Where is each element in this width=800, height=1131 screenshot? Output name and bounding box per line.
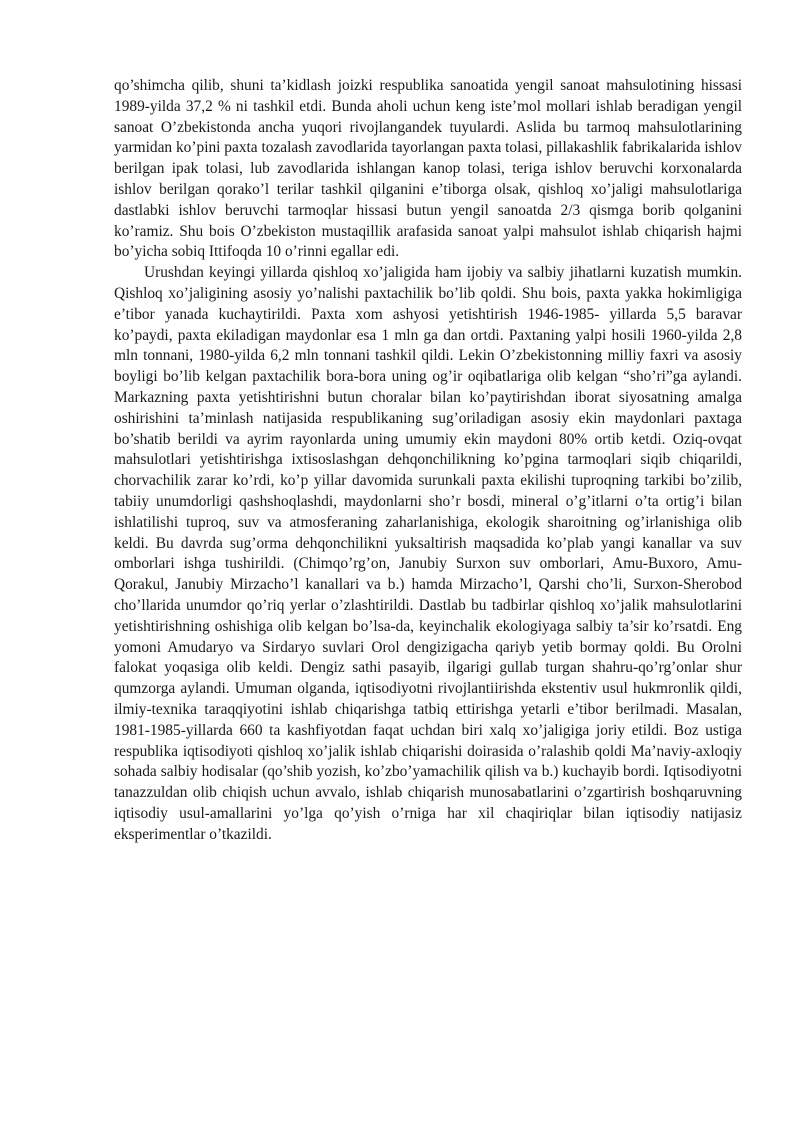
document-page (114, 76, 742, 845)
paragraph-postwar-agriculture: Urushdan keyingi yillarda qishloq xo’jaligida ham ijobiy va salbiy jihatlarni kuzatish mumkin. Qishloq xo’jaligining asosiy yo’nalishi paxtachilik bo’lib qoldi. Shu bois, paxta yakka hokimligiga e’tibor yanada kuchaytirildi. Paxta xom ashyosi yetishtirish 1946-1985- yillarda 5,5 baravar ko’paydi, paxta ekiladigan maydonlar esa 1 mln ga dan ortdi. Paxtaning yalpi hosili 1960-yilda 2,8 mln tonnani, 1980-yilda 6,2 mln tonnani tashkil qildi. Lekin O’zbekistonning milliy faxri va asosiy boyligi bo’lib kelgan paxtachilik bora-bora uning og’ir oqibatlariga olib kelgan “sho’ri”ga aylandi. Markazning paxta yetishtirishni butun choralar bilan ko’paytirishdan iborat siyosatning amalga oshirishini ta’minlash natijasida respublikaning sug’oriladigan asosiy ekin maydonlari paxtaga bo’shatib berildi va ayrim rayonlarda uning umumiy ekin maydoni 80% ortib ketdi. Oziq-ovqat mahsulotlari yetishtirishga ixtisoslashgan dehqonchilikning ko’pgina tarmoqlari siqib chiqarildi, chorvachilik zarar ko’rdi, ko’p yillar davomida surunkali paxta ekilishi tuproqning tarkibi bo’zilib, tabiiy unumdorligi qashshoqlashdi, maydonlarni sho’r bosdi, mineral o’g’itlarni o’ta ortig’i bilan ishlatilishi tuproq, suv va atmosferaning zaharlanishiga, ekologik sharoitning og’irlanishiga olib keldi. Bu davrda sug’orma dehqonchilikni yuksaltirish maqsadida ko’plab yangi kanallar va suv omborlari ishga tushirildi. (Chimqo’rg’on, Janubiy Surxon suv omborlari, Amu-Buxoro, Amu-Qorakul, Janubiy Mirzacho’l kanallari va b.) hamda Mirzacho’l, Qarshi cho’li, Surxon-Sherobod cho’llarida unumdor qo’riq yerlar o’zlashtirildi. Dastlab bu tadbirlar qishloq xo’jalik mahsulotlarini yetishtirishning oshishiga olib kelgan bo’lsa-da, keyinchalik ekologiyaga salbiy ta’sir ko’rsatdi. Eng yomoni Amudaryo va Sirdaryo suvlari Orol dengizigacha qariyb yetib bormay qoldi. Bu Orolni falokat yoqasiga olib keldi. Dengiz sathi pasayib, ilgarigi gullab turgan shahru-qo’rg’onlar shur qumzorga aylandi. Umuman olganda, iqtisodiyotni rivojlantiirishda ekstentiv usul hukmronlik qildi, ilmiy-texnika taraqqiyotini ishlab chiqarishga tatbiq ettirishga yetarli e’tibor berilmadi. Masalan, 1981-1985-yillarda 660 ta kashfiyotdan faqat uchdan biri xalq xo’jaligiga joriy etildi. Boz ustiga respublika iqtisodiyoti qishloq xo’jalik ishlab chiqarishi doirasida o’ralashib qoldi Ma’naviy-axloqiy sohada salbiy hodisalar (qo’shib yozish, ko’zbo’yamachilik qilish va b.) kuchayib bordi. Iqtisodiyotni tanazzuldan olib chiqish uchun avvalo, ishlab chiqarish munosabatlarini o’zgartirish boshqaruvning iqtisodiy usul-amallarini yo’lga qo’yish o’rniga har xil chaqiriqlar bilan iqtisodiy natijasiz eksperimentlar o’tkazildi. (114, 264, 742, 843)
paragraph-light-industry: qo’shimcha qilib, shuni ta’kidlash joizki respublika sanoatida yengil sanoat mahsulotining hissasi 1989-yilda 37,2 % ni tashkil etdi. Bunda aholi uchun keng iste’mol mollari ishlab beradigan yengil sanoat O’zbekistonda ancha yuqori rivojlangandek tuyulardi. Aslida bu tarmoq mahsulotlarining yarmidan ko’pini paxta tozalash zavodlarida tayorlangan paxta tolasi, pillakashlik fabrikalarida ishlov berilgan ipak tolasi, lub zavodlarida ishlangan kanop tolasi, teriga ishlov beruvchi korxonalarda ishlov berilgan qorako’l terilar tashkil qilganini e’tiborga olsak, qishloq xo’jaligi mahsulotlariga dastlabki ishlov beruvchi tarmoqlar hissasi butun yengil sanoatda 2/3 qismga borib qolganini ko’ramiz. Shu bois O’zbekiston mustaqillik arafasida sanoat yalpi mahsulot ishlab chiqarish hajmi bo’yicha sobiq Ittifoqda 10 o’rinni egallar edi. (114, 77, 742, 261)
